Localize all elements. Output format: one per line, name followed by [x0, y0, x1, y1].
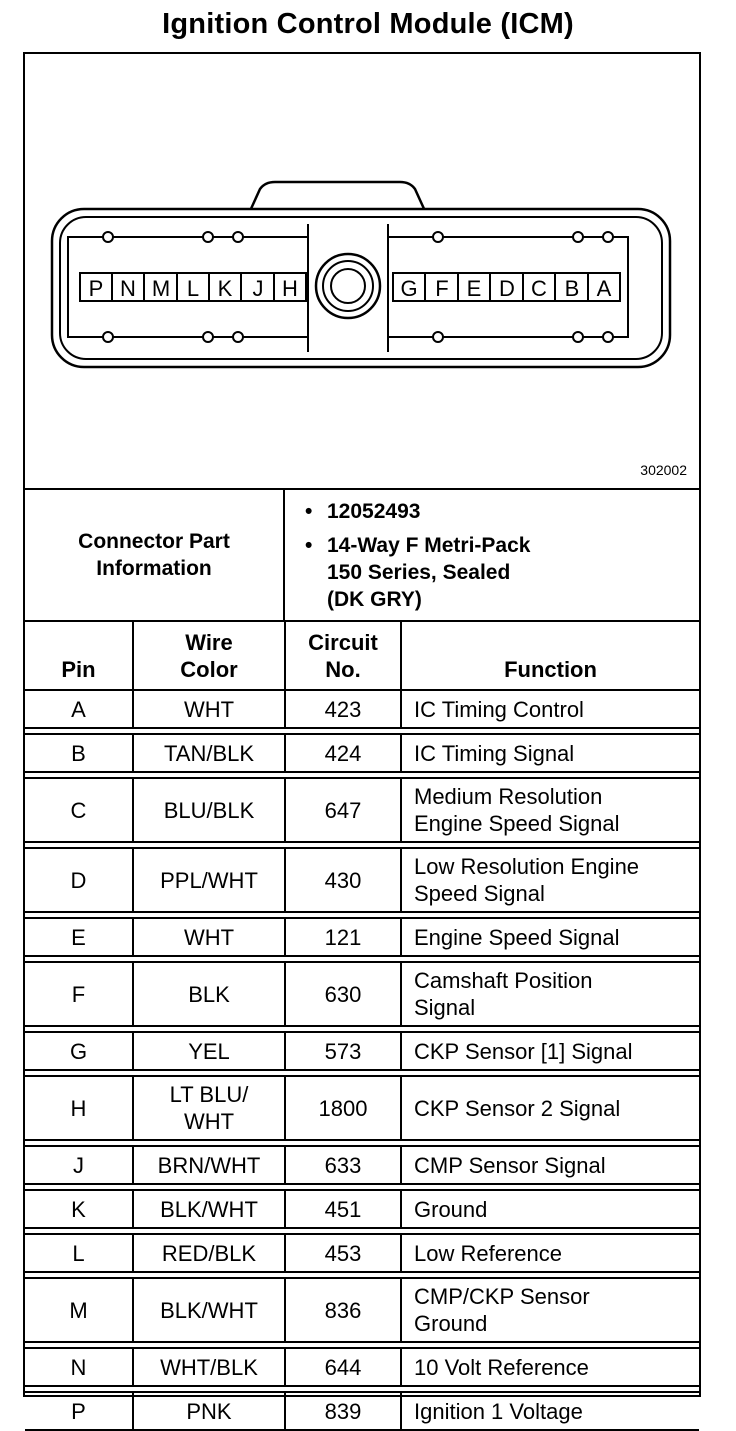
cell-wire-color: BRN/WHT	[133, 1146, 285, 1184]
figure-number: 302002	[640, 462, 687, 478]
pin-label-M: M	[151, 276, 171, 301]
cell-circuit: 1800	[285, 1076, 401, 1140]
page-title: Ignition Control Module (ICM)	[162, 8, 574, 40]
table-row	[25, 1278, 699, 1342]
cell-pin: A	[25, 690, 133, 728]
cell-function: CKP Sensor [1] Signal	[401, 1032, 699, 1070]
cell-pin: B	[25, 734, 133, 772]
cell-function: Low Resolution Engine Speed Signal	[401, 848, 699, 912]
cell-pin: J	[25, 1146, 133, 1184]
table-row	[25, 1234, 699, 1272]
cell-function: Ignition 1 Voltage	[401, 1392, 699, 1430]
cell-wire-color: WHT/BLK	[133, 1348, 285, 1386]
header-pin: Pin	[25, 622, 133, 690]
cell-wire-color: WHT	[133, 918, 285, 956]
cell-circuit: 839	[285, 1392, 401, 1430]
cell-function: Engine Speed Signal	[401, 918, 699, 956]
cell-circuit: 453	[285, 1234, 401, 1272]
connector-frame	[23, 52, 701, 1424]
bullet-icon: •	[305, 534, 313, 557]
cell-function: IC Timing Control	[401, 690, 699, 728]
connector-info-label	[25, 490, 285, 620]
cell-circuit: 573	[285, 1032, 401, 1070]
cell-function: 10 Volt Reference	[401, 1348, 699, 1386]
pin-label-J: J	[252, 276, 264, 301]
part-number-item	[305, 498, 421, 525]
part-number: 12052493	[327, 500, 421, 523]
cell-circuit: 423	[285, 690, 401, 728]
cell-wire-color: BLU/BLK	[133, 778, 285, 842]
pin-label-N: N	[120, 276, 136, 301]
table-row	[25, 1146, 699, 1184]
description-line3: (DK GRY)	[327, 588, 422, 611]
cell-wire-color: PPL/WHT	[133, 848, 285, 912]
cell-circuit: 121	[285, 918, 401, 956]
cell-wire-color: TAN/BLK	[133, 734, 285, 772]
cell-function: Camshaft Position Signal	[401, 962, 699, 1026]
cell-pin: M	[25, 1278, 133, 1342]
cell-wire-color: RED/BLK	[133, 1234, 285, 1272]
header-circuit: Circuit No.	[285, 622, 401, 690]
cell-pin: N	[25, 1348, 133, 1386]
header-function: Function	[401, 622, 699, 690]
description-line2: 150 Series, Sealed	[327, 561, 511, 584]
table-row	[25, 1190, 699, 1228]
pin-label-A: A	[596, 276, 612, 301]
cell-circuit: 630	[285, 962, 401, 1026]
cell-circuit: 430	[285, 848, 401, 912]
connector-drawing	[25, 54, 699, 488]
cell-pin: G	[25, 1032, 133, 1070]
cell-function: CKP Sensor 2 Signal	[401, 1076, 699, 1140]
connector-info-values	[287, 490, 699, 620]
table-row	[25, 1076, 699, 1140]
header-wire-color: Wire Color	[133, 622, 285, 690]
cell-pin: K	[25, 1190, 133, 1228]
cell-wire-color: BLK/WHT	[133, 1190, 285, 1228]
bullet-icon: •	[305, 500, 313, 523]
table-row	[25, 1348, 699, 1386]
pin-label-F: F	[435, 276, 449, 301]
table-row	[25, 1392, 699, 1430]
pin-label-G: G	[400, 276, 418, 301]
cell-wire-color: BLK/WHT	[133, 1278, 285, 1342]
table-row	[25, 962, 699, 1026]
cell-pin: H	[25, 1076, 133, 1140]
cell-circuit: 451	[285, 1190, 401, 1228]
table-row	[25, 734, 699, 772]
cell-function: IC Timing Signal	[401, 734, 699, 772]
pin-label-E: E	[466, 276, 482, 301]
pin-label-K: K	[217, 276, 233, 301]
table-row	[25, 918, 699, 956]
cell-function: Low Reference	[401, 1234, 699, 1272]
pin-label-D: D	[499, 276, 515, 301]
cell-wire-color: PNK	[133, 1392, 285, 1430]
pin-label-B: B	[564, 276, 580, 301]
cell-pin: L	[25, 1234, 133, 1272]
cell-circuit: 644	[285, 1348, 401, 1386]
cell-wire-color: BLK	[133, 962, 285, 1026]
pin-label-L: L	[186, 276, 200, 301]
table-header-row	[25, 622, 699, 690]
description-line1: 14-Way F Metri-Pack	[327, 534, 531, 557]
description-item	[305, 532, 531, 613]
cell-wire-color: LT BLU/ WHT	[133, 1076, 285, 1140]
table-row	[25, 778, 699, 842]
pin-label-H: H	[282, 276, 298, 301]
cell-circuit: 424	[285, 734, 401, 772]
cell-pin: C	[25, 778, 133, 842]
table-row	[25, 690, 699, 728]
cell-circuit: 633	[285, 1146, 401, 1184]
cell-function: CMP/CKP Sensor Ground	[401, 1278, 699, 1342]
cell-pin: E	[25, 918, 133, 956]
cell-circuit: 836	[285, 1278, 401, 1342]
connector-info-label-line2: Information	[96, 557, 212, 580]
cell-wire-color: YEL	[133, 1032, 285, 1070]
cell-pin: P	[25, 1392, 133, 1430]
cell-function: Medium Resolution Engine Speed Signal	[401, 778, 699, 842]
cell-circuit: 647	[285, 778, 401, 842]
cell-wire-color: WHT	[133, 690, 285, 728]
connector-diagram	[25, 54, 699, 490]
connector-info-section	[25, 490, 699, 622]
table-row	[25, 1032, 699, 1070]
connector-info-label-line1: Connector Part	[78, 530, 230, 553]
cell-function: CMP Sensor Signal	[401, 1146, 699, 1184]
cell-pin: D	[25, 848, 133, 912]
cell-pin: F	[25, 962, 133, 1026]
pinout-table	[25, 622, 699, 1431]
pin-label-P: P	[88, 276, 104, 301]
pin-label-C: C	[531, 276, 547, 301]
table-row	[25, 848, 699, 912]
cell-function: Ground	[401, 1190, 699, 1228]
